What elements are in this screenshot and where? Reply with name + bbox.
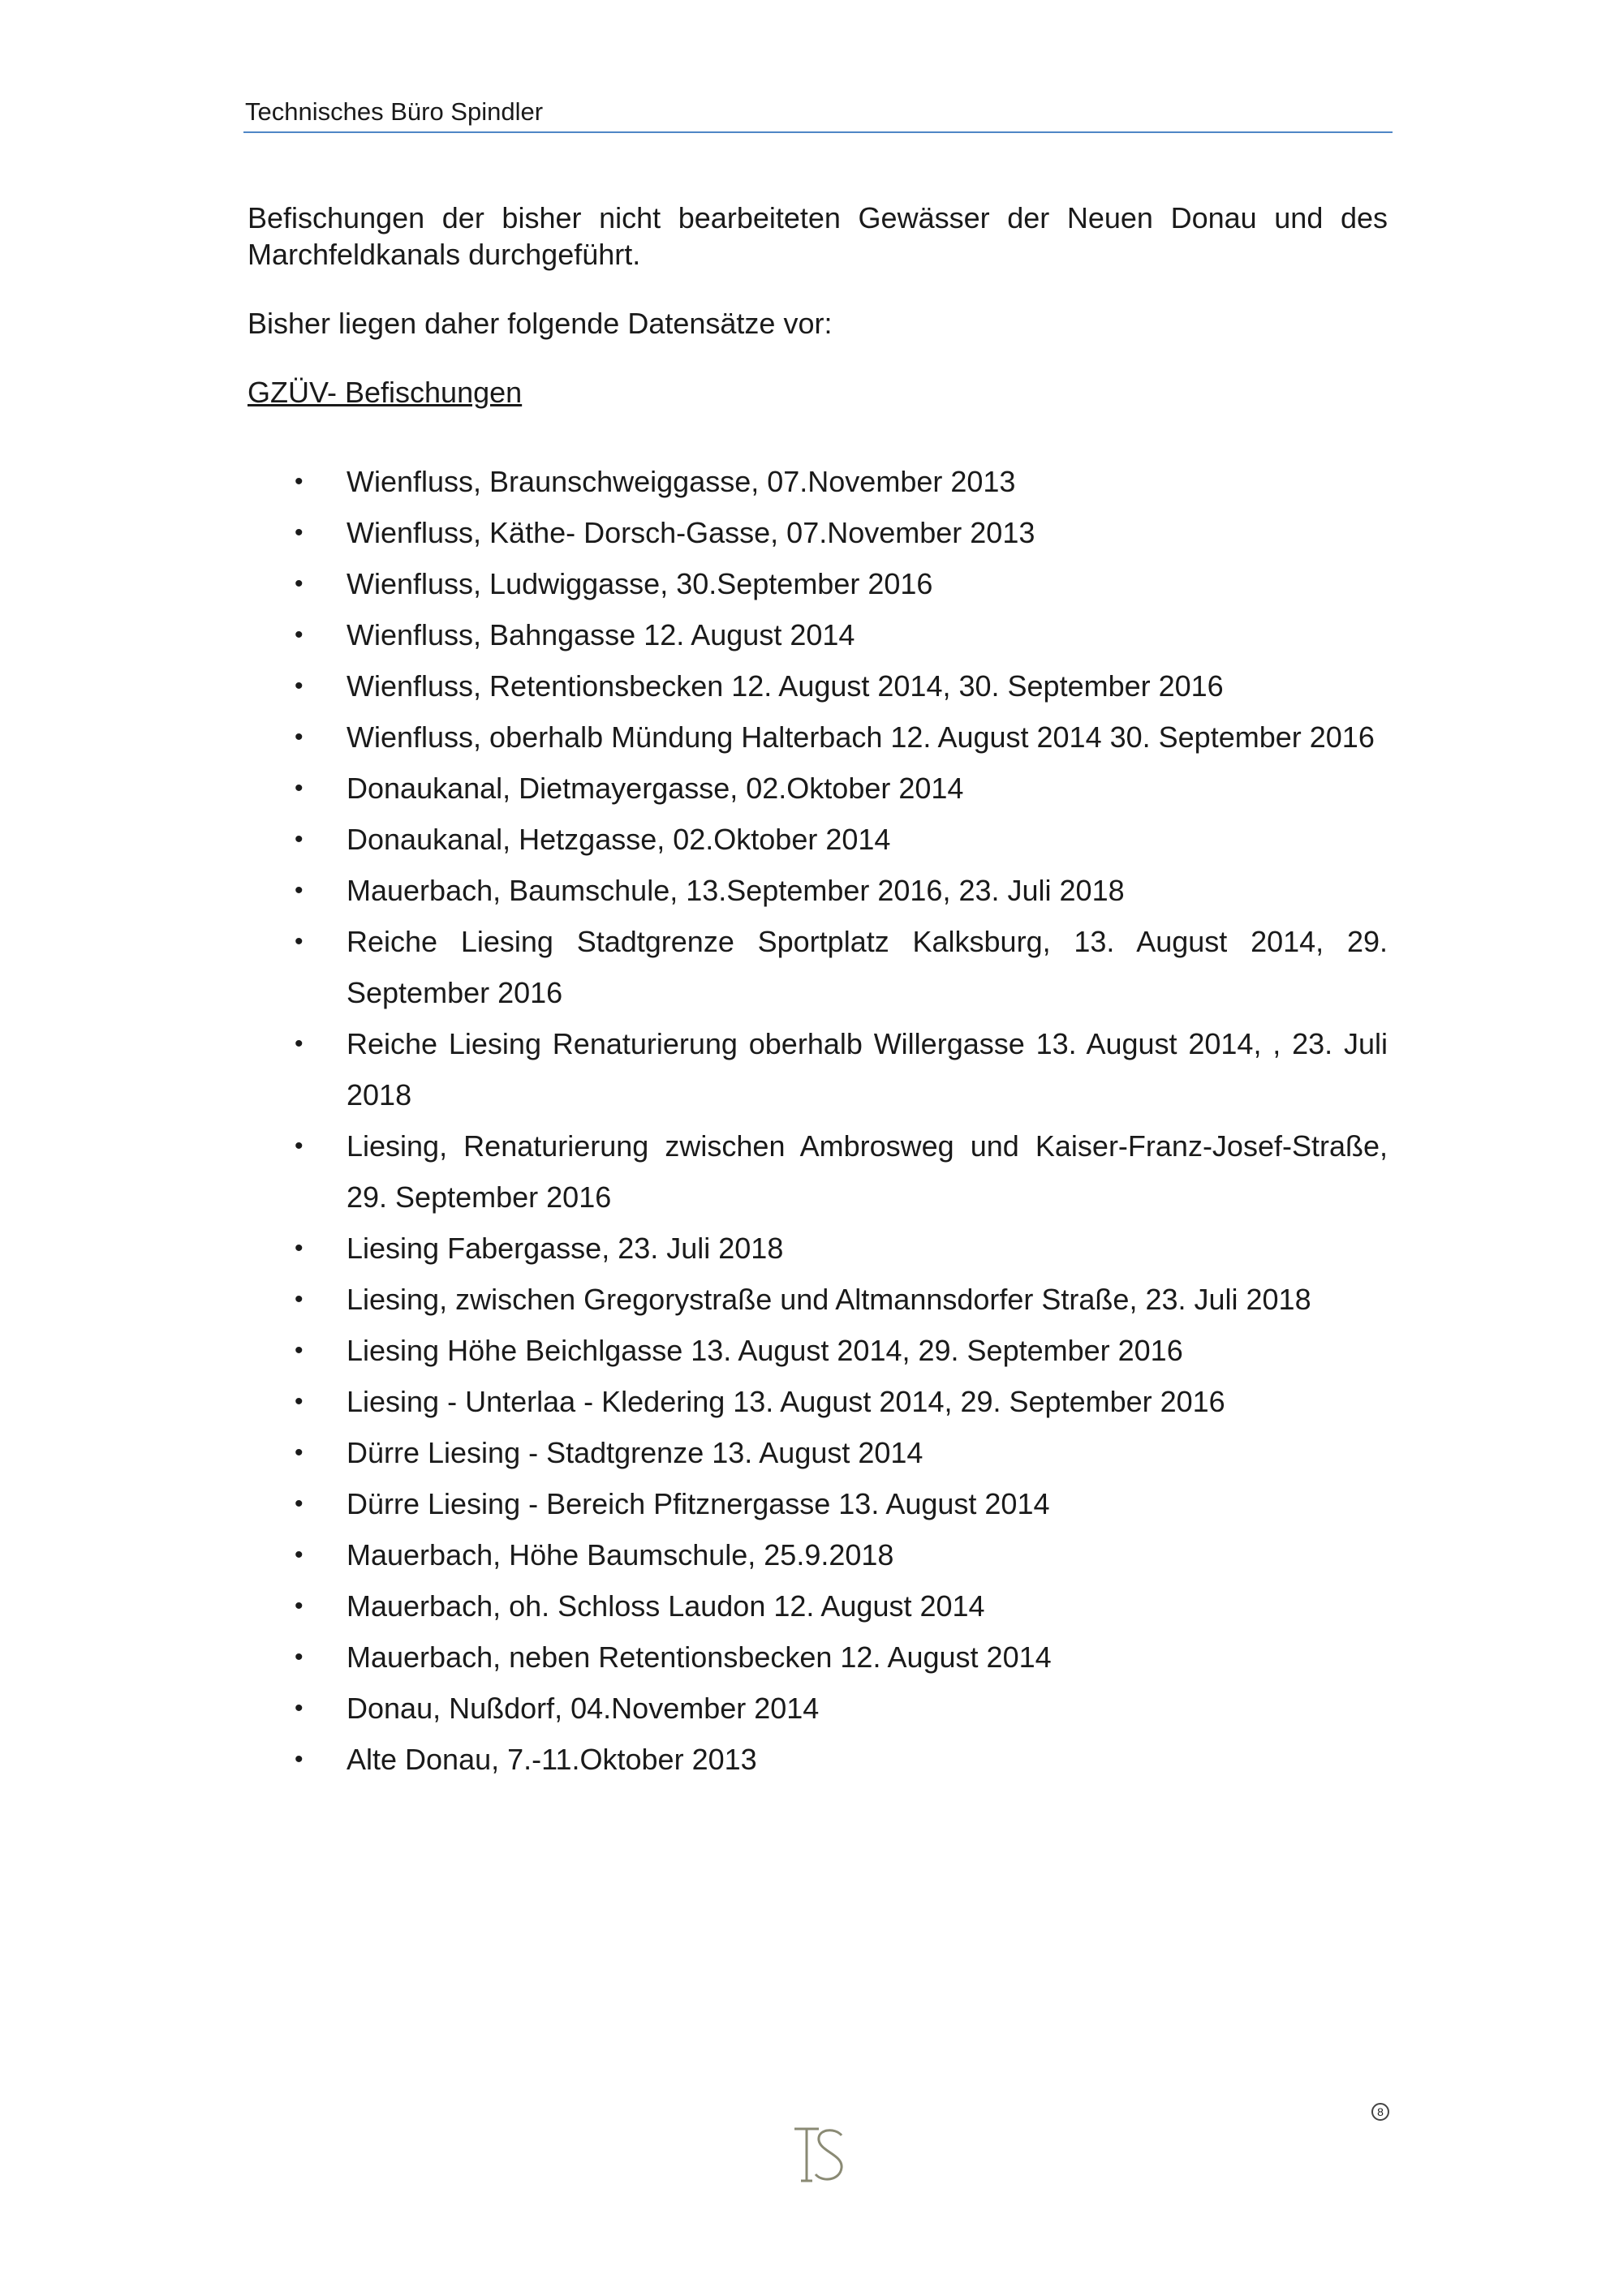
list-item-text: Liesing, zwischen Gregorystraße und Altmannsdorfer Straße, 23. Juli 2018: [347, 1283, 1311, 1316]
list-item-text: Mauerbach, Baumschule, 13.September 2016, 23. Juli 2018: [347, 874, 1125, 907]
list-item: [248, 1478, 1388, 1529]
list-item-text: Mauerbach, neben Retentionsbecken 12. August 2014: [347, 1640, 1052, 1674]
list-item: [248, 1683, 1388, 1734]
list-item-text: Wienfluss, Bahngasse 12. August 2014: [347, 618, 855, 651]
list-item: [248, 1376, 1388, 1427]
list-item: [248, 814, 1388, 865]
list-item: [248, 916, 1388, 1018]
list-item: [248, 456, 1388, 507]
bullet-icon: •: [295, 724, 304, 750]
bullet-icon: •: [295, 1439, 304, 1466]
list-item-text: Wienfluss, Retentionsbecken 12. August 2014, 30. September 2016: [347, 669, 1224, 703]
page-number: 8: [1377, 2105, 1384, 2118]
bullet-icon: •: [295, 1337, 304, 1364]
list-item: [248, 1120, 1388, 1223]
bullet-icon: •: [295, 1746, 304, 1773]
bullet-icon: •: [295, 1593, 304, 1619]
bullet-icon: •: [295, 1388, 304, 1415]
list-item-text: Wienfluss, Braunschweiggasse, 07.November 2013: [347, 465, 1016, 498]
document-body: [248, 200, 1388, 1785]
bullet-icon: •: [295, 570, 304, 597]
bullet-icon: •: [295, 468, 304, 495]
list-item: [248, 1734, 1388, 1785]
bullet-icon: •: [295, 1286, 304, 1313]
list-item-text: Donaukanal, Dietmayergasse, 02.Oktober 2014: [347, 772, 964, 805]
bullet-icon: •: [295, 1030, 304, 1057]
bullet-icon: •: [295, 1541, 304, 1568]
bullet-icon: •: [295, 775, 304, 802]
list-item: [248, 1580, 1388, 1632]
list-item-text: Reiche Liesing Stadtgrenze Sportplatz Kalksburg, 13. August 2014, 29. September 2016: [347, 925, 1388, 1009]
list-item: [248, 1274, 1388, 1325]
bullet-icon: •: [295, 826, 304, 853]
list-item-text: Wienfluss, oberhalb Mündung Halterbach 12. August 2014 30. September 2016: [347, 720, 1375, 754]
list-item-text: Wienfluss, Käthe- Dorsch-Gasse, 07.November 2013: [347, 516, 1035, 549]
list-item-text: Wienfluss, Ludwiggasse, 30.September 2016: [347, 567, 933, 600]
list-item-text: Liesing - Unterlaa - Kledering 13. August 2014, 29. September 2016: [347, 1385, 1225, 1418]
bullet-icon: •: [295, 1695, 304, 1722]
bullet-icon: •: [295, 1133, 304, 1159]
list-item: [248, 660, 1388, 712]
list-item-text: Donaukanal, Hetzgasse, 02.Oktober 2014: [347, 823, 891, 856]
list-item: [248, 1018, 1388, 1120]
list-item: [248, 712, 1388, 763]
list-item: [248, 609, 1388, 660]
list-item: [248, 1529, 1388, 1580]
list-item-text: Dürre Liesing - Stadtgrenze 13. August 2014: [347, 1436, 923, 1469]
list-item: [248, 865, 1388, 916]
bullet-list: [248, 456, 1388, 1785]
bullet-icon: •: [295, 673, 304, 699]
list-item-text: Donau, Nußdorf, 04.November 2014: [347, 1692, 820, 1725]
header-divider: [243, 131, 1393, 133]
list-item-text: Liesing Höhe Beichlgasse 13. August 2014, 29. September 2016: [347, 1334, 1183, 1367]
list-item-text: Mauerbach, Höhe Baumschule, 25.9.2018: [347, 1538, 894, 1572]
bullet-icon: •: [295, 928, 304, 955]
list-item-text: Dürre Liesing - Bereich Pfitznergasse 13. August 2014: [347, 1487, 1050, 1520]
bullet-icon: •: [295, 1644, 304, 1670]
list-item: [248, 558, 1388, 609]
list-item-text: Alte Donau, 7.-11.Oktober 2013: [347, 1743, 757, 1776]
lead-paragraph: Bisher liegen daher folgende Datensätze vor:: [248, 307, 833, 340]
bullet-icon: •: [295, 877, 304, 904]
page-number-icon: [1370, 2101, 1391, 2122]
page-header: Technisches Büro Spindler: [245, 97, 544, 126]
list-item: [248, 1632, 1388, 1683]
list-item: [248, 763, 1388, 814]
list-item: [248, 507, 1388, 558]
bullet-icon: •: [295, 519, 304, 546]
list-item-text: Liesing Fabergasse, 23. Juli 2018: [347, 1232, 784, 1265]
list-item-text: Mauerbach, oh. Schloss Laudon 12. August 2014: [347, 1589, 985, 1623]
list-item-text: Reiche Liesing Renaturierung oberhalb Willergasse 13. August 2014, , 23. Juli 2018: [347, 1027, 1388, 1111]
logo-text: TS: [791, 2124, 793, 2125]
ts-logo: [791, 2124, 848, 2186]
list-item: [248, 1325, 1388, 1376]
bullet-icon: •: [295, 621, 304, 648]
bullet-icon: •: [295, 1235, 304, 1262]
list-item-text: Liesing, Renaturierung zwischen Ambrosweg und Kaiser-Franz-Josef-Straße, 29. September 2016: [347, 1129, 1388, 1214]
list-item: [248, 1427, 1388, 1478]
intro-paragraph: Befischungen der bisher nicht bearbeiteten Gewässer der Neuen Donau und des Marchfeldkanals durchgeführt.: [248, 201, 1388, 271]
bullet-icon: •: [295, 1490, 304, 1517]
list-item: [248, 1223, 1388, 1274]
section-title: GZÜV- Befischungen: [248, 376, 523, 409]
